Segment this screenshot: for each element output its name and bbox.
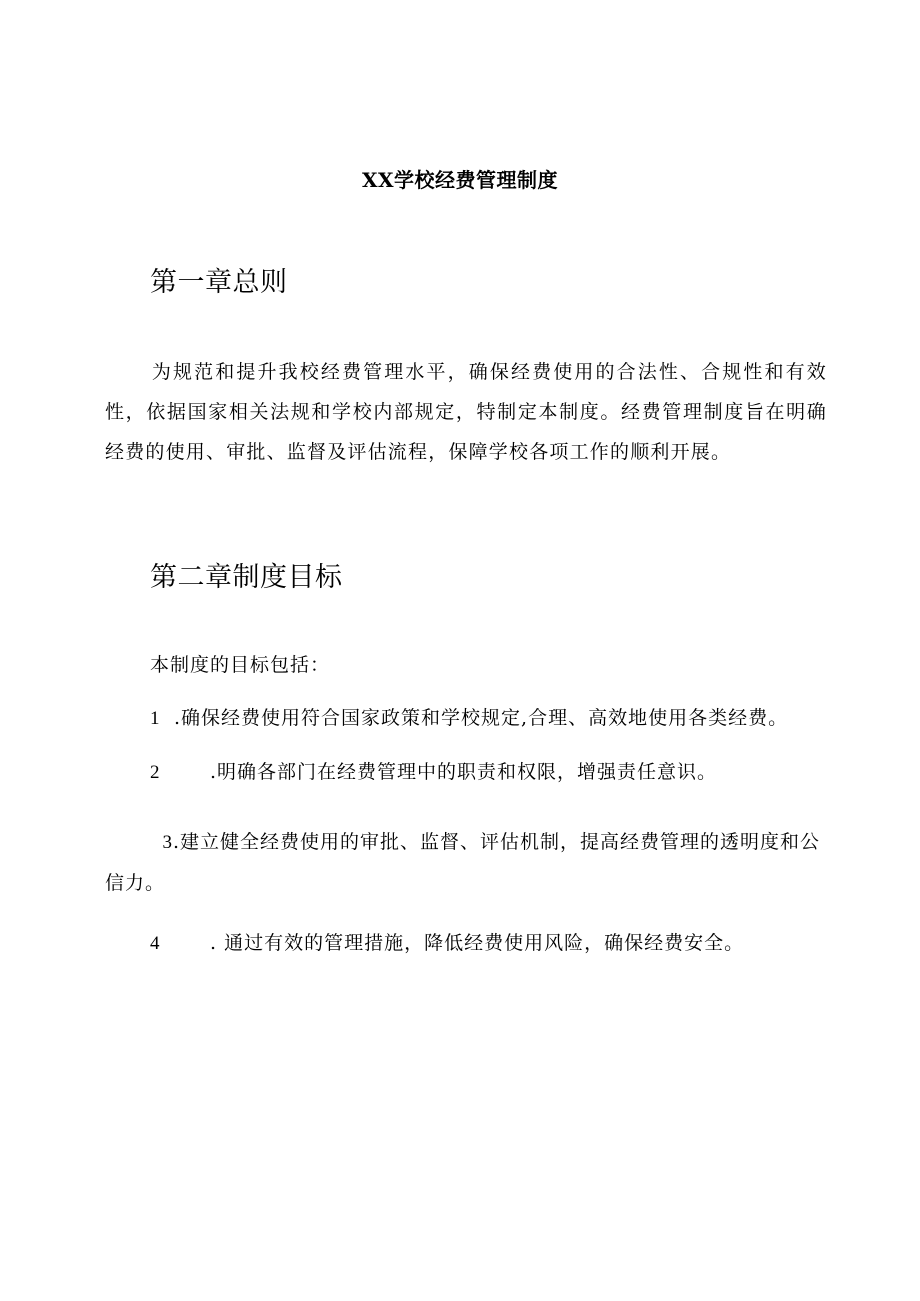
document-title: XX学校经费管理制度: [361, 168, 559, 192]
goal-item-4: [150, 928, 744, 955]
goal-text: . 通过有效的管理措施，降低经费使用风险，确保经费安全。: [210, 932, 745, 954]
goal-number: 2: [150, 762, 161, 783]
goal-text: .明确各部门在经费管理中的职责和权限，增强责任意识。: [210, 761, 718, 783]
goal-text: .确保经费使用符合国家政策和学校规定,合理、高效地使用各类经费。: [174, 707, 789, 729]
goal-number: 4: [150, 933, 161, 954]
chapter-1-paragraph: [105, 352, 827, 472]
goal-item-1: [150, 703, 788, 730]
goals-intro-text: 本制度的目标包括：: [150, 654, 331, 676]
goal-item-3: [105, 822, 827, 903]
goal-text: .建立健全经费使用的审批、监督、评估机制，提高经费管理的透明度和公信力。: [105, 831, 821, 894]
chapter-1-heading: 第一章总则: [150, 267, 288, 298]
goal-item-2: [150, 757, 717, 784]
chapter-1-paragraph-text: 为规范和提升我校经费管理水平，确保经费使用的合法性、合规性和有效性，依据国家相关法规和学校内部规定，特制定本制度。经费管理制度旨在明确经费的使用、审批、监督及评估流程，保障学校各项工作的顺利开展。: [105, 361, 827, 463]
goal-number: 3: [162, 832, 173, 853]
goal-number: 1: [150, 708, 161, 729]
chapter-2-heading: 第二章制度目标: [150, 562, 343, 593]
